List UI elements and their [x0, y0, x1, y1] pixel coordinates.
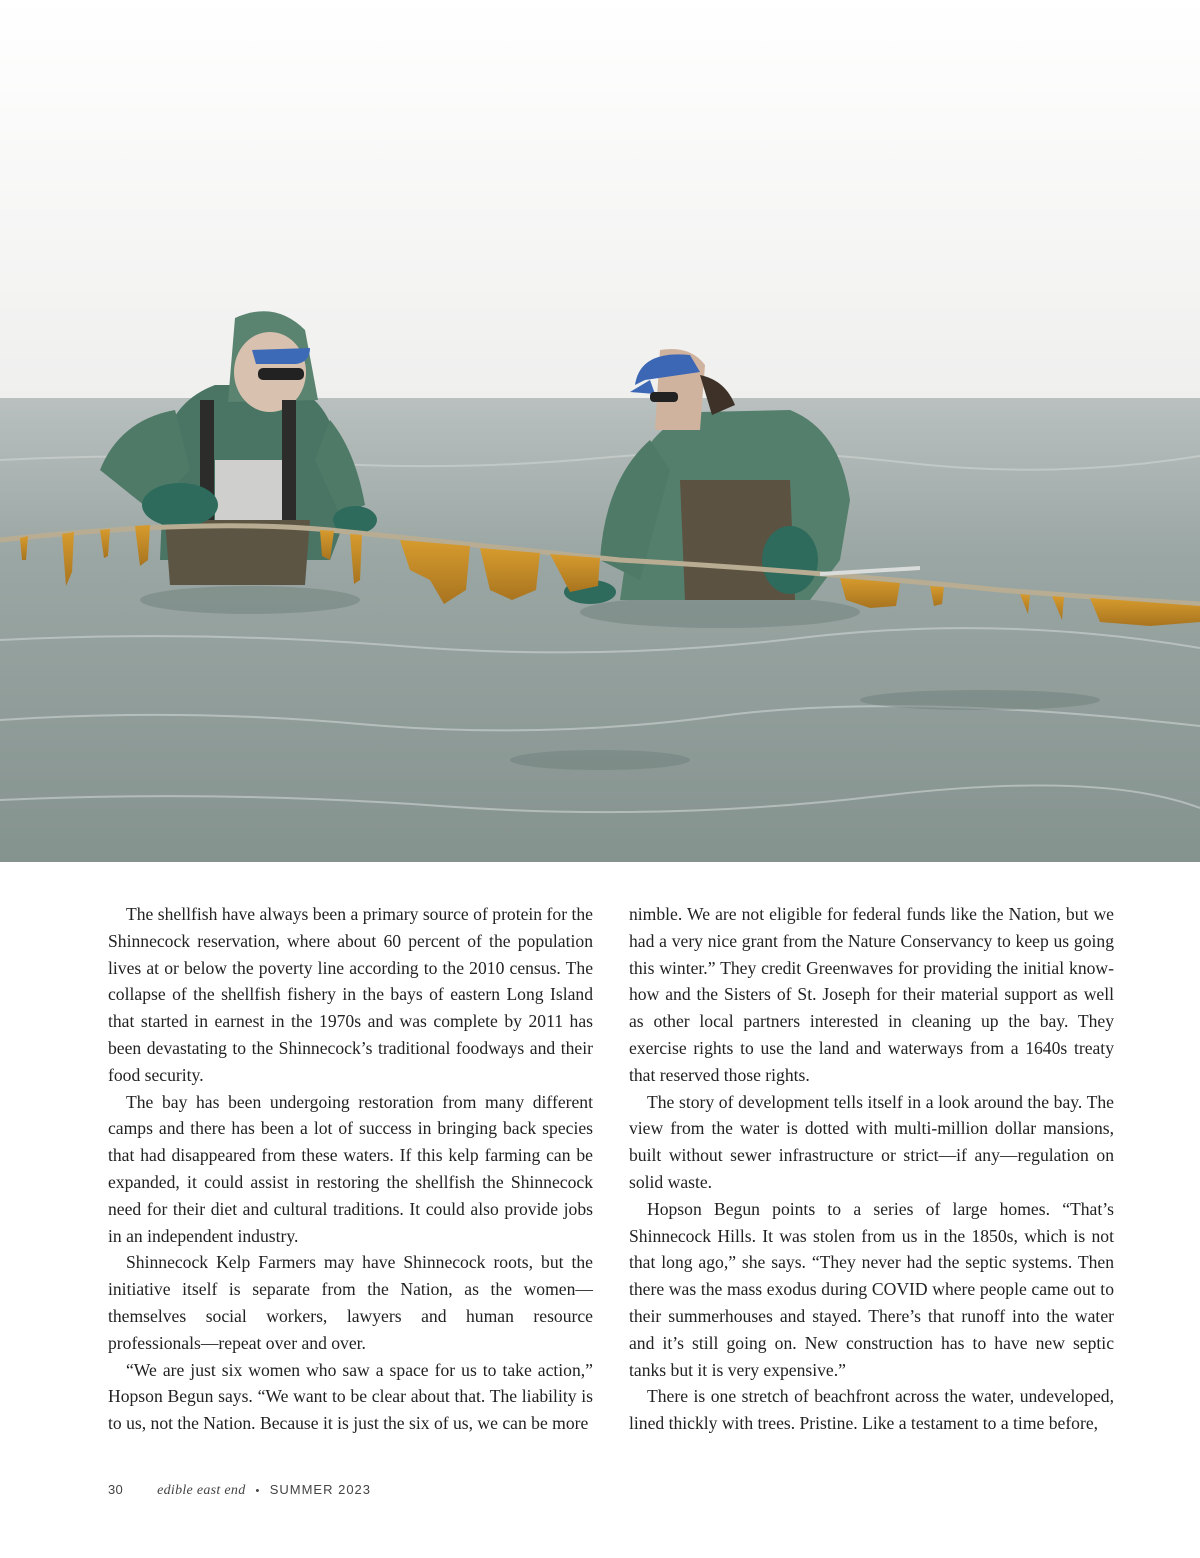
issue-label: SUMMER 2023 — [269, 1482, 372, 1497]
article-column-left — [108, 901, 593, 1437]
paragraph: Hopson Begun points to a series of large homes. “That’s Shinnecock Hills. It was stolen from us in the 1850s, which is not that long ago,” she says. “They never had the septic systems. Then there was the mass exodus during COVID where people came out to their summerhouses and stayed. There’s that runoff into the water and it’s still going on. New construction has to have new septic tanks but it is very expensive.” — [629, 1198, 1114, 1380]
paragraph-continued: nimble. We are not eligible for federal funds like the Nation, but we had a very nice grant from the Nature Conservancy to keep us going this winter.” They credit Greenwaves for providing the initial know-how and the Sisters of St. Joseph for their material support as well as other local partners interested in cleaning up the bay. They exercise rights to use the land and waterways from a 1640s treaty that reserved those rights. — [629, 904, 1114, 1085]
publication-name: edible east end — [157, 1483, 246, 1498]
paragraph: The bay has been undergoing restoration from many different camps and there has been a lot of success in bringing back species that had disappeared from these waters. If this kelp farming can be expanded, it could assist in restoring the shellfish the Shinnecock need for their diet and cultural traditions. It could also provide jobs in an independent industry. — [108, 1091, 593, 1246]
page-footer — [108, 1482, 371, 1499]
paragraph: There is one stretch of beachfront across the water, undeveloped, lined thickly with trees. Pristine. Like a testament to a time before, — [629, 1386, 1114, 1434]
paragraph: Shinnecock Kelp Farmers may have Shinnecock roots, but the initiative itself is separate from the Nation, as the women—themselves social workers, lawyers and human resource professionals—repeat over and over. — [108, 1252, 593, 1353]
paragraph: The shellfish have always been a primary source of protein for the Shinnecock reservation, where about 60 percent of the population lives at or below the poverty line according to the 2010 census. The collapse of the shellfish fishery in the bays of eastern Long Island that started in earnest in the 1970s and was complete by 2011 has been devastating to the Shinnecock’s traditional foodways and their food security. — [108, 904, 593, 1085]
page-number: 30 — [108, 1482, 124, 1497]
paragraph: The story of development tells itself in a look around the bay. The view from the water is dotted with multi-million dollar mansions, built without sewer infrastructure or strict—if any—regulation on solid waste. — [629, 1091, 1114, 1192]
paragraph: “We are just six women who saw a space for us to take action,” Hopson Begun says. “We want to be clear about that. The liability is to us, not the Nation. Because it is just the six of us, we can be more — [108, 1359, 593, 1434]
footer-separator: • — [255, 1485, 260, 1497]
article-column-right — [629, 901, 1114, 1437]
